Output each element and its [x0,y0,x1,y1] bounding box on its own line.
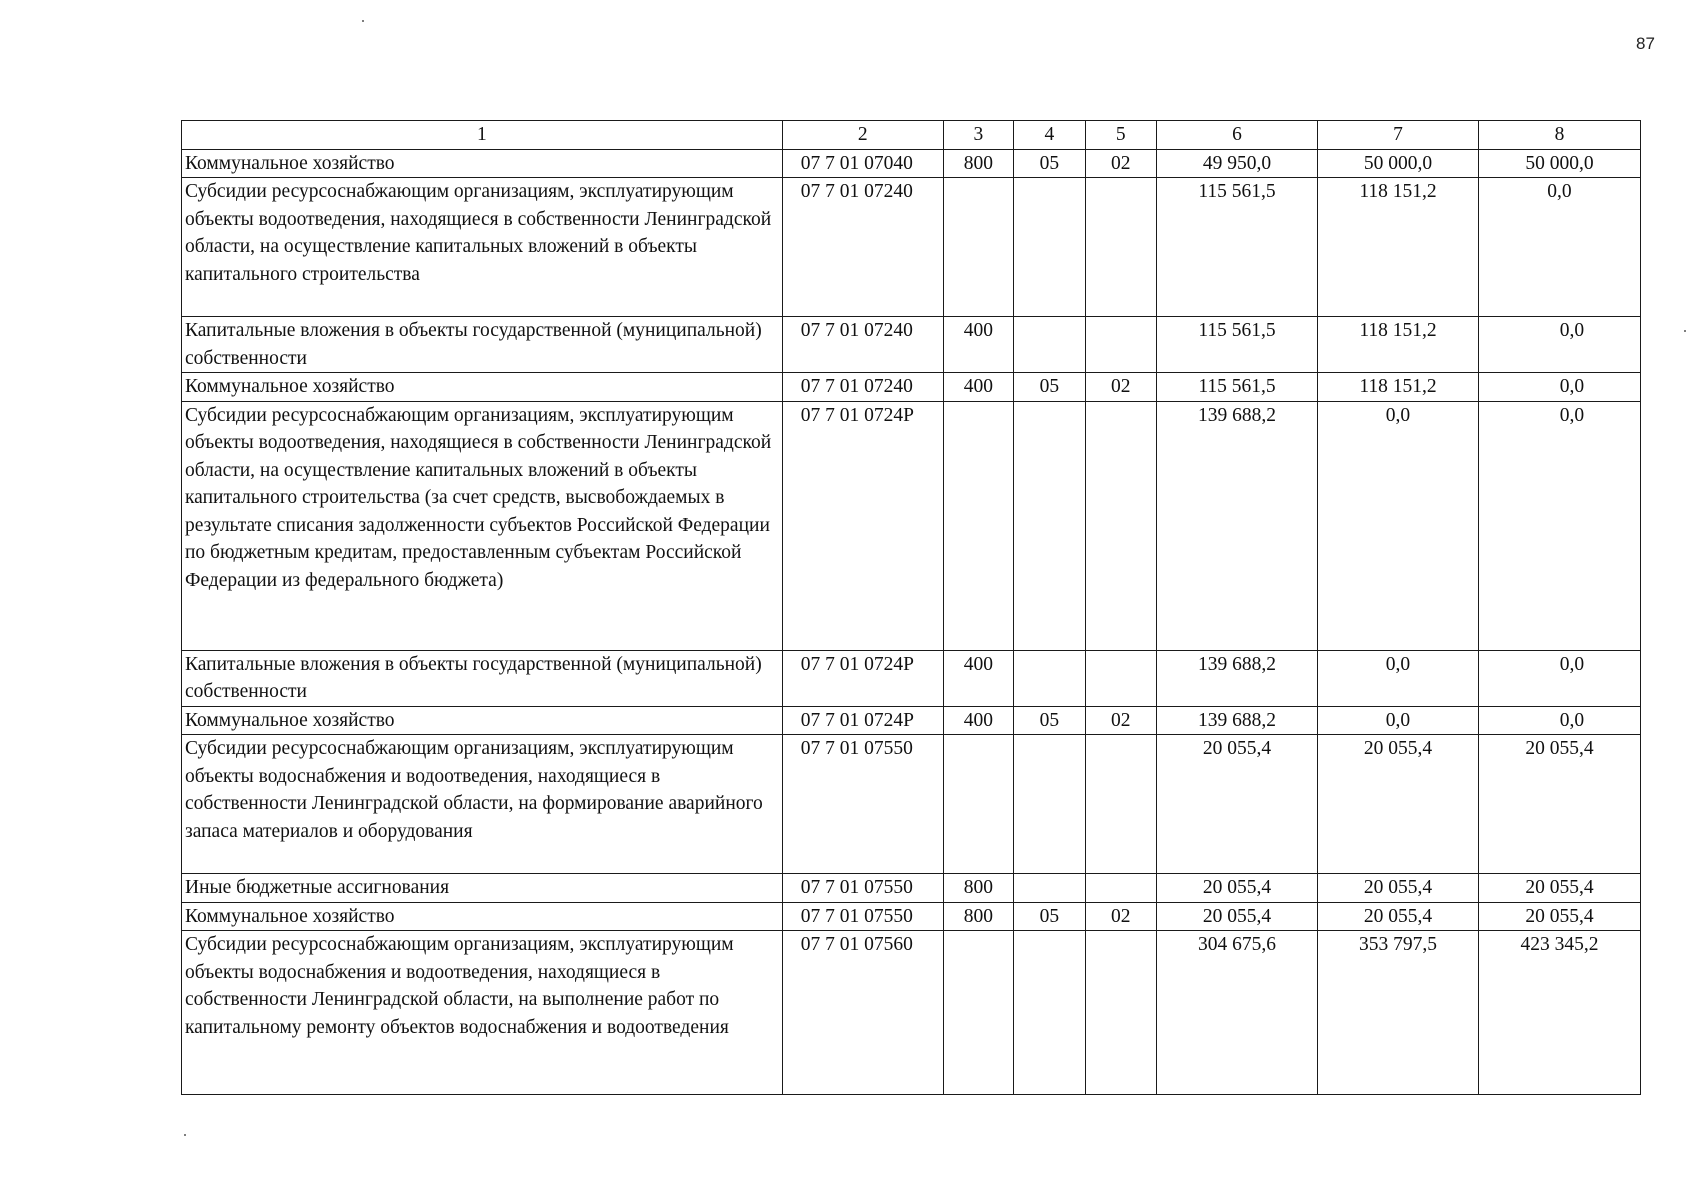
table-row [182,650,1641,706]
row-code: 07 7 01 07240 [782,317,943,373]
row-expense-type: 800 [943,874,1013,903]
row-amount-year1: 139 688,2 [1156,706,1317,735]
row-amount-year1: 115 561,5 [1156,373,1317,402]
row-amount-year3: 0,0 [1478,317,1640,373]
row-subsection [1085,874,1156,903]
row-name: Коммунальное хозяйство [182,149,783,178]
table-row [182,178,1641,317]
row-section [1014,931,1085,1095]
row-amount-year3: 20 055,4 [1478,735,1640,874]
column-header: 2 [782,121,943,150]
table-row [182,902,1641,931]
row-section [1014,735,1085,874]
row-code: 07 7 01 0724Р [782,401,943,650]
table-row [182,874,1641,903]
row-amount-year2: 20 055,4 [1317,735,1478,874]
row-subsection [1085,317,1156,373]
row-expense-type [943,931,1013,1095]
row-section: 05 [1014,149,1085,178]
row-expense-type: 400 [943,706,1013,735]
row-subsection [1085,401,1156,650]
row-expense-type: 400 [943,373,1013,402]
column-header: 7 [1317,121,1478,150]
row-amount-year3: 0,0 [1478,650,1640,706]
row-name: Субсидии ресурсоснабжающим организациям, эксплуатирующим объекты водоснабжения и водоотведения, находящиеся в собственности Ленинградской области, на выполнение работ по капитальному ремонту объектов водоснабжения и водоотведения [182,931,783,1095]
row-name: Субсидии ресурсоснабжающим организациям, эксплуатирующим объекты водоотведения, находящиеся в собственности Ленинградской области, на осуществление капитальных вложений в объекты капитального строительства (за счет средств, высвобождаемых в результате списания задолженности субъектов Российской Федерации по бюджетным кредитам, предоставленным субъектам Российской Федерации из федерального бюджета) [182,401,783,650]
row-subsection: 02 [1085,149,1156,178]
row-name: Субсидии ресурсоснабжающим организациям, эксплуатирующим объекты водоотведения, находящиеся в собственности Ленинградской области, на осуществление капитальных вложений в объекты капитального строительства [182,178,783,317]
row-amount-year2: 0,0 [1317,650,1478,706]
row-code: 07 7 01 07560 [782,931,943,1095]
row-amount-year1: 304 675,6 [1156,931,1317,1095]
column-header: 3 [943,121,1013,150]
row-subsection: 02 [1085,706,1156,735]
row-amount-year2: 50 000,0 [1317,149,1478,178]
row-amount-year1: 115 561,5 [1156,317,1317,373]
row-name: Иные бюджетные ассигнования [182,874,783,903]
row-subsection [1085,735,1156,874]
row-amount-year2: 0,0 [1317,706,1478,735]
row-expense-type: 800 [943,149,1013,178]
row-code: 07 7 01 0724Р [782,650,943,706]
row-section [1014,650,1085,706]
row-subsection: 02 [1085,902,1156,931]
table-row [182,149,1641,178]
row-amount-year2: 353 797,5 [1317,931,1478,1095]
row-section: 05 [1014,373,1085,402]
row-amount-year1: 115 561,5 [1156,178,1317,317]
row-code: 07 7 01 0724Р [782,706,943,735]
row-code: 07 7 01 07240 [782,178,943,317]
column-header: 1 [182,121,783,150]
table-row [182,706,1641,735]
row-amount-year1: 20 055,4 [1156,902,1317,931]
table-header-row [182,121,1641,150]
table-row [182,317,1641,373]
row-amount-year3: 0,0 [1478,401,1640,650]
table-row [182,373,1641,402]
scan-speck [1684,330,1686,332]
row-amount-year1: 49 950,0 [1156,149,1317,178]
row-subsection: 02 [1085,373,1156,402]
scan-speck [184,1134,186,1136]
row-code: 07 7 01 07240 [782,373,943,402]
row-name: Коммунальное хозяйство [182,706,783,735]
row-amount-year3: 0,0 [1478,373,1640,402]
row-section [1014,178,1085,317]
row-section: 05 [1014,902,1085,931]
row-code: 07 7 01 07550 [782,735,943,874]
row-amount-year1: 20 055,4 [1156,735,1317,874]
column-header: 5 [1085,121,1156,150]
row-section [1014,874,1085,903]
row-amount-year1: 20 055,4 [1156,874,1317,903]
budget-table [181,120,1641,1095]
row-amount-year2: 20 055,4 [1317,902,1478,931]
row-amount-year1: 139 688,2 [1156,401,1317,650]
column-header: 4 [1014,121,1085,150]
column-header: 8 [1478,121,1640,150]
row-code: 07 7 01 07040 [782,149,943,178]
table-row [182,931,1641,1095]
row-name: Капитальные вложения в объекты государственной (муниципальной) собственности [182,317,783,373]
row-code: 07 7 01 07550 [782,874,943,903]
row-amount-year3: 0,0 [1478,178,1640,317]
row-name: Субсидии ресурсоснабжающим организациям, эксплуатирующим объекты водоснабжения и водоотведения, находящиеся в собственности Ленинградской области, на формирование аварийного запаса материалов и оборудования [182,735,783,874]
row-section [1014,401,1085,650]
row-amount-year1: 139 688,2 [1156,650,1317,706]
row-amount-year3: 423 345,2 [1478,931,1640,1095]
row-subsection [1085,650,1156,706]
row-amount-year2: 118 151,2 [1317,373,1478,402]
row-expense-type [943,735,1013,874]
table-row [182,735,1641,874]
row-expense-type: 800 [943,902,1013,931]
row-name: Коммунальное хозяйство [182,373,783,402]
row-subsection [1085,178,1156,317]
row-name: Капитальные вложения в объекты государственной (муниципальной) собственности [182,650,783,706]
scan-speck [362,20,364,22]
row-amount-year2: 118 151,2 [1317,178,1478,317]
row-amount-year2: 0,0 [1317,401,1478,650]
row-section [1014,317,1085,373]
row-amount-year3: 0,0 [1478,706,1640,735]
row-amount-year2: 20 055,4 [1317,874,1478,903]
row-subsection [1085,931,1156,1095]
table-row [182,401,1641,650]
row-expense-type [943,401,1013,650]
row-expense-type: 400 [943,650,1013,706]
row-amount-year3: 20 055,4 [1478,874,1640,903]
row-amount-year3: 20 055,4 [1478,902,1640,931]
row-code: 07 7 01 07550 [782,902,943,931]
row-expense-type [943,178,1013,317]
row-section: 05 [1014,706,1085,735]
row-amount-year3: 50 000,0 [1478,149,1640,178]
row-name: Коммунальное хозяйство [182,902,783,931]
page-number: 87 [1636,34,1655,53]
row-amount-year2: 118 151,2 [1317,317,1478,373]
row-expense-type: 400 [943,317,1013,373]
column-header: 6 [1156,121,1317,150]
